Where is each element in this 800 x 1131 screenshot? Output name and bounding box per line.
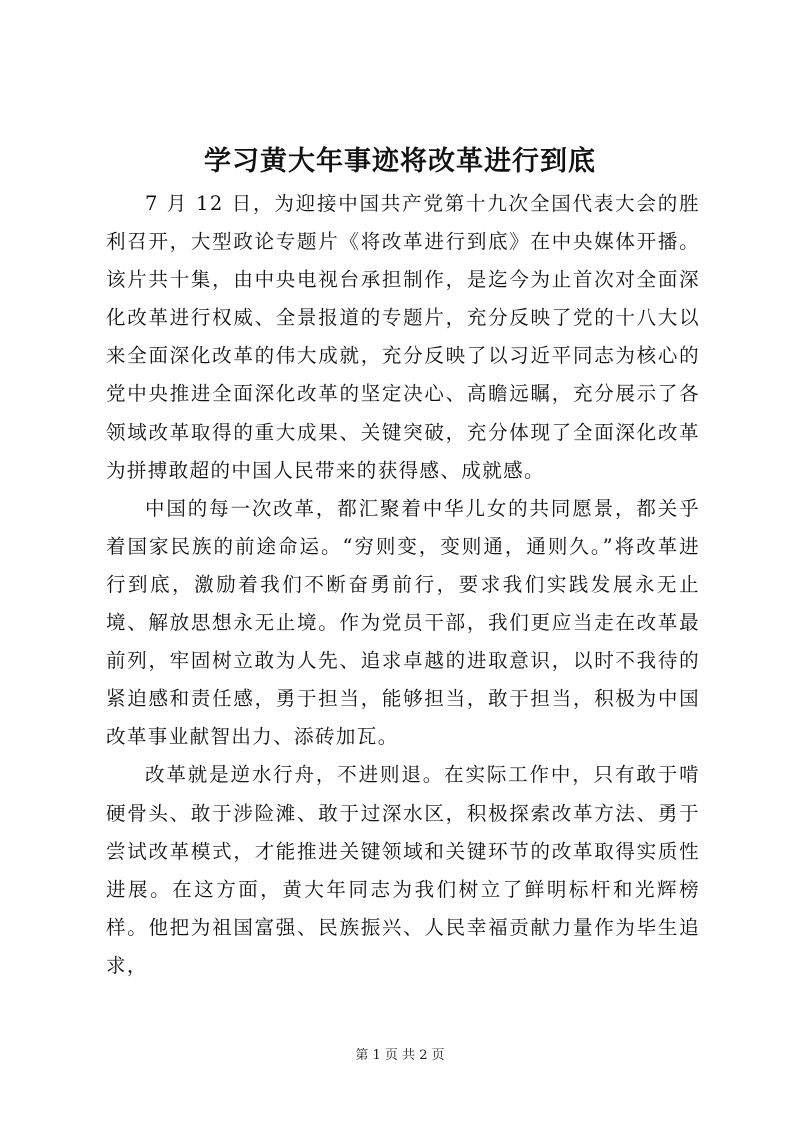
- paragraph-2: 中国的每一次改革，都汇聚着中华儿女的共同愿景，都关乎着国家民族的前途命运。“穷则变，变则通，通则久。”将改革进行到底，激励着我们不断奋勇前行，要求我们实践发展永无止境、解放思想永无止境。作为党员干部，我们更应当走在改革最前列，牢固树立敢为人先、追求卓越的进取意识，以时不我待的紧迫感和责任感，勇于担当，能够担当，敢于担当，积极为中国改革事业献智出力、添砖加瓦。: [106, 496, 700, 749]
- page-footer: 第 1 页 共 2 页: [355, 1048, 445, 1063]
- document-title: 学习黄大年事迹将改革进行到底: [204, 146, 596, 177]
- document-body: [106, 185, 700, 985]
- paragraph-3: 改革就是逆水行舟，不进则退。在实际工作中，只有敢于啃硬骨头、敢于涉险滩、敢于过深水区，积极探索改革方法、勇于尝试改革模式，才能推进关键领域和关键环节的改革取得实质性进展。在这方面，黄大年同志为我们树立了鲜明标杆和光辉榜样。他把为祖国富强、民族振兴、人民幸福贡献力量作为毕生追求，: [106, 763, 700, 977]
- paragraph-1: 7 月 12 日，为迎接中国共产党第十九次全国代表大会的胜利召开，大型政论专题片《将改革进行到底》在中央媒体开播。该片共十集，由中央电视台承担制作，是迄今为止首次对全面深化改革进行权威、全景报道的专题片，充分反映了党的十八大以来全面深化改革的伟大成就，充分反映了以习近平同志为核心的党中央推进全面深化改革的坚定决心、高瞻远瞩，充分展示了各领域改革取得的重大成果、关键突破，充分体现了全面深化改革为拼搏敢超的中国人民带来的获得感、成就感。: [106, 192, 700, 482]
